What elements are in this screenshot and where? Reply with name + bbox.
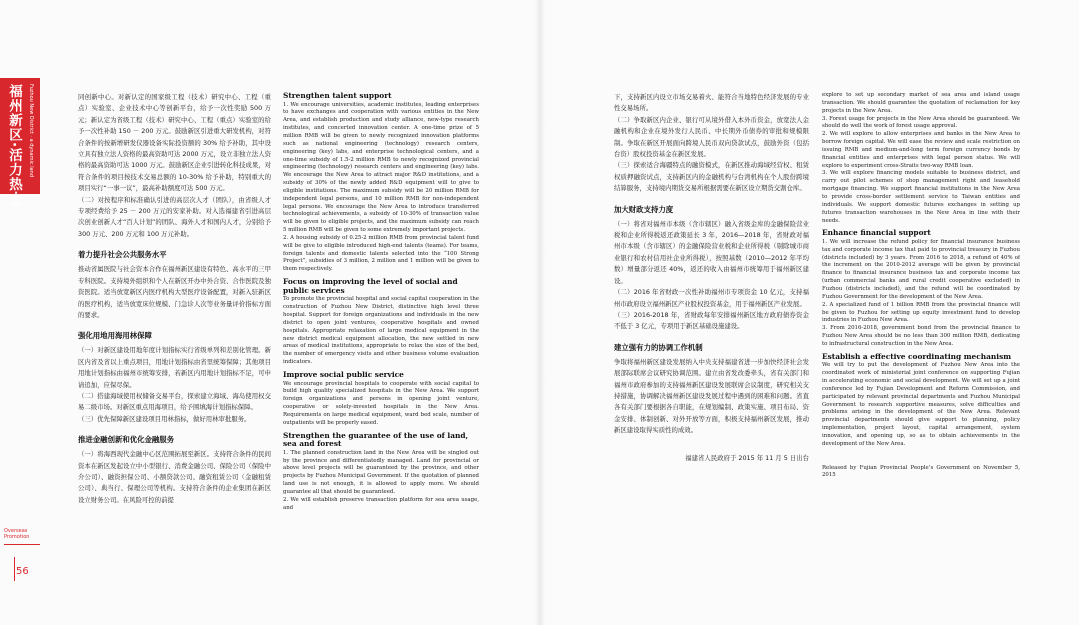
section-heading: 建立强有力的协调工作机制 [614, 342, 703, 352]
section-heading: Strengthen the guarantee of the use of land, sea and forest [283, 430, 469, 449]
paragraph: 推动省属医院与社会资本合作在福州新区建设有特色、高水平的三甲专科医院。支持境外组织和个人在新区开办中外合资、合作医院及独资医院。适当放宽新区内医疗机构大型医疗设备配置，对新入驻新区的医疗机构，适当放宽床位规模、门急诊人次等业务量评价指标方面的要求。 [78, 265, 271, 319]
section-heading: 加大财政支持力度 [614, 204, 674, 214]
paragraph: （一）对新区建设用地年度计划指标实行省级单列和差别化管理。新区内省及省以上重点项目，用地计划指标由省里统筹保障；其他项目用地计划指标由福州市统筹安排，若新区内用地计划指标不足，可申请追加，应保尽保。 [78, 346, 271, 389]
paragraph: （一）将海西现代金融中心区范围拓展至新区。支持符合条件的民间资本在新区发起设立中小型银行、消费金融公司、保险公司（保险中介公司）、融资担保公司、小额贷款公司、融资租赁公司（金融租赁公司）、典当行、保理公司等机构。支持符合条件的企业集团在新区设立财务公司。在风险可控的前提 [78, 450, 271, 504]
paragraph: 1. We will increase the refund policy for financial insurance business tax and corporate income tax that paid to provincial treasury in Fuzhou (districts included) by 3 years. From 2016 to 2018, a refund of 40% of the increment on the 2010-2012 average will be given by provincial finance to financial insurance business tax and corporate income tax (urban commercial banks and rural credit cooperative excluded) in Fuzhou (districts included), and the refund will be coordinated by Fuzhou Government for the development of the New Area. [822, 238, 1020, 300]
section-heading: Strengthen talent support [283, 92, 392, 100]
paragraph: （二）争取新区内企业、银行可从境外借入本外币资金，放宽法人金融机构和企业在境外发行人民币、中长期外币债券的审批和规模限制。争取在新区开展面向跨境人民币双向贷款试点，鼓励外资（包括台资）股权投资基金在新区发展。 [614, 115, 809, 159]
section-heading: 强化用地用海用林保障 [78, 331, 152, 341]
paragraph: （二）搭建海域使用权储备交易平台，探索建立海域、海岛使用权交易二级市场。对新区重点用海项目，给予围填海计划指标保障。 [78, 391, 271, 412]
section-heading: Enhance financial support [822, 228, 931, 238]
section-heading: 着力提升社会公共服务水平 [78, 250, 167, 260]
paragraph: （三）2016-2018 年，省财政每年安排福州新区地方政府债券资金不低于 3 亿元，专项用于新区基础设施建设。 [614, 310, 809, 331]
page-number-rule [14, 557, 15, 581]
paragraph: 同创新中心。对新认定的国家级工程（技术）研究中心、工程（重点）实验室、企业技术中心等创新平台，给予一次性奖励 500 万元；新认定为省级工程（技术）研究中心、工程（重点）实验室的给予一次性补助 150 － 200 万元。鼓励新区引进重大研发机构，对符合条件的按新增研发仪器设备实际投资额的 30% 给予补助，其中设立具有独立法人资格的最高资助可达 2000 万元，设立非独立法人资格的最高资助可达 1000 万元。鼓励新区企业引进转化科技成果，对符合条件的项目按技术交易总额的 10-30% 给予补助，特别重大的项目实行“一事一议”，最高补助额度可达 500 万元。 [78, 93, 271, 193]
section-heading: 推进金融创新和优化金融服务 [78, 435, 175, 445]
section-label: Overseas Promotion [4, 528, 30, 540]
paragraph: （二）2016 年省财政一次性补助福州市专项资金 10 亿元，支持福州市政府设立福州新区产业股权投资基金，用于福州新区产业发展。 [614, 288, 809, 308]
paragraph: （三）优先保障新区建设项目用林指标，做好用林审批服务。 [78, 414, 251, 423]
paragraph: 1. The planned construction land in the New Area will be singled out by the province and differentiatedly managed. Land for provincial or above level projects will be guaranteed by the province, and other projects by Fuzhou Municipal Government. If the quotation of planned land use is not enough, it is allowed to apply more. We should guarantee all that should be guaranteed. [283, 449, 479, 495]
page-number: 56 [16, 566, 29, 577]
paragraph: 2. We will explore to allow enterprises and banks in the New Area to borrow foreign capital. We will ease the review and scale restriction on issuing RMB and medium-and-long term foreign currency bonds by financial entities and enterprises with legal person status. We will explore to experiment cross-Straits two-way RMB loan. [822, 131, 1020, 169]
release-signature-en: Released by Fujian Provincial People’s Government on November 5, 2015 [822, 464, 1020, 479]
section-heading: Improve social public service [283, 369, 404, 379]
paragraph: 争取将福州新区建设发展纳入中央支持福建省进一步加快经济社会发展部际联席会议研究协调范围。建立由省发改委牵头，省有关部门和福州市政府参加的支持福州新区建设发展联席会议制度，研究相关支持措施，协调解决福州新区建设发展过程中遇到的困难和问题。省直各有关部门要根据各自职能，在规划编制、政策实施、项目布局、资金安排、体制创新、对外开放等方面，积极支持福州新区发展，推动新区建设取得实质性的成效。 [614, 357, 809, 435]
paragraph: 3. Forest usage for projects in the New Area should be guaranteed. We should do well the work of forest usage approval. [822, 115, 1020, 130]
column-1-chinese [78, 92, 271, 547]
paragraph: （二）对按程序和标准确认引进的高层次人才（团队），由省级人才专项经费给予 25 － 200 万元的安家补助。对入选福建省引进高层次创业创新人才“百人计划”的团队、海外人才和国内人才，分别给予 300 万元、200 万元和 100 万元补助。 [78, 195, 271, 238]
paragraph: explore to set up secondary market of sea area and island usage transaction. We should guarantee the quotation of reclamation for key projects in the New Area. [822, 92, 1020, 114]
column-2-english [283, 92, 479, 548]
section-tab-title-cn: 福州新区·活力热土 [6, 84, 22, 207]
release-signature-cn: 福建省人民政府于 2015 年 11 月 5 日出台 [685, 453, 809, 462]
paragraph: 下，支持新区内设立市场交易着火、能符合当地特色经济发展的专业性交易场所。 [614, 93, 809, 113]
section-label-rule [4, 544, 40, 545]
paragraph: 2. A housing subsidy of 0.25-2 million RMB from provincial talent fund will be give to eligible introduced high-end talents (teams). For teams, foreign talents and domestic talents selected into the “100 Strong Project”, subsidies of 3 million, 2 million and 1 million will be given to them respectively. [283, 234, 479, 273]
paragraph: （三）探索适合海疆特点的融资模式，在新区推动海域经营权、租赁权质押融资试点，支持新区内的金融机构与台湾机构在个人股份跨境结算服务，支持境内期货交易所根据需要在新区设立期货交割仓库。 [614, 161, 809, 193]
paragraph: We encourage provincial hospitals to cooperate with social capital to build high quality specialized hospitals in the New Area. We support foreign organizations and persons in opening joint venture, cooperative or solely-invested hospitals in the New Area. Requirements on large medical equipment, ward bed scale, number of outpatients will be properly eased. [283, 380, 479, 426]
paragraph: 2. We will establish preserve transaction platform for sea area usage, and [283, 496, 479, 511]
column-4-english [822, 92, 1020, 537]
paragraph: 1. We encourage universities, academic institutes, leading enterprises to have exchanges and cooperation with various entities in the New Area, and establish production and study alliance, new-type research institutes, and concerted innovation center. A one-time prize of 5 million RMB will be given to newly recognized innovation platforms such as national engineering (technology) research centers, engineering (key) labs, and enterprise technological centers, and a one-time subsidy of 1.5-2 million RMB to newly recognized provincial engineering (technology) research centers and engineering (key) labs. We encourage the New Area to attract major R&D institutions, and a subsidy of 30% of the newly added R&D equipment will to give to eligible institutions. The maximum subsidy will be 20 million RMB for independent legal persons, and 10 million RMB for non-independent legal persons. We encourage the New Area to introduce transferred technological achievements, a subsidy of 10-30% of transaction value will be given to eligible projects, and the maximum subsidy can reach 5 million RMB will be given to some extremely important projects. [283, 101, 479, 234]
paragraph: To promote the provincial hospital and social capital cooperation in the construction of Fuzhou New District, distinctive high level three hospital. Support for foreign organizations and individuals in the new district to open joint ventures, cooperative hospitals and owned hospitals. Appropriate relaxation of large medical equipment in the new district medical equipment allocation, the new settled in new areas of medical institutions, appropriate to relax the size of the bed, the number of emergency visits and other business volume evaluation indicators. [283, 296, 479, 366]
paragraph: We will try to put the development of Fuzhou New Area into the coordinated work of ministerial joint conference on supporting Fujian in accelerating economic and social development. We will set up a joint conference led by Fujian Development and Reform Commission, and participated by relevant provincial departments and Fuzhou Municipal Government to research supportive measures, solve difficulties and problems arising in the development of the New Area. Relevant provincial departments should give support to planning, policy implementation, project layout, capital arrangement, system innovation, and opening up, so as to obtain achievements in the development of the New Area. [822, 362, 1020, 447]
section-heading: Establish a effective coordinating mechanism [822, 351, 1012, 361]
paragraph: 3. We will explore financing models suitable to business district, and carry out pilot schemes of shop management right and leasehold mortgage financing. We support financial institutions in the New Area to provide cross-border settlement service to Taiwan entities and individuals. We support domestic futures exchanges in setting up futures transaction warehouses in the New Area in line with their needs. [822, 170, 1020, 224]
column-3-chinese [614, 92, 809, 532]
center-fold [535, 0, 545, 625]
paragraph: 3. From 2016-2018, government bond from the provincial finance to Fuzhou New Area should be no less than 300 million RMB, dedicating to infrastructural construction in the New Area. [822, 325, 1020, 347]
section-heading: Focus on improving the level of social and public services [283, 277, 458, 295]
paragraph: 2. A specialized fund of 1 billion RMB from the provincial finance will be given to Fuzhou for setting up equity investment fund to develop industries in Fuzhou New Area. [822, 301, 1020, 324]
section-tab-title-en: Fuzhou New District · a dynamic land [28, 84, 34, 178]
paragraph: （一）将省对福州市本级（含市辖区）融入省级金库的金融保险营业税和企业所得税返还政策延长 3 年，2016—2018 年，省财政对福州市本级（含市辖区）的金融保险营业税和企业所得税（剔除城市商业银行和农村信用社企业所得税），按照基数（2010—2012 年平均数）增量部分返还 40%，返还的收入由福州市统筹用于福州新区建设。 [614, 219, 809, 285]
